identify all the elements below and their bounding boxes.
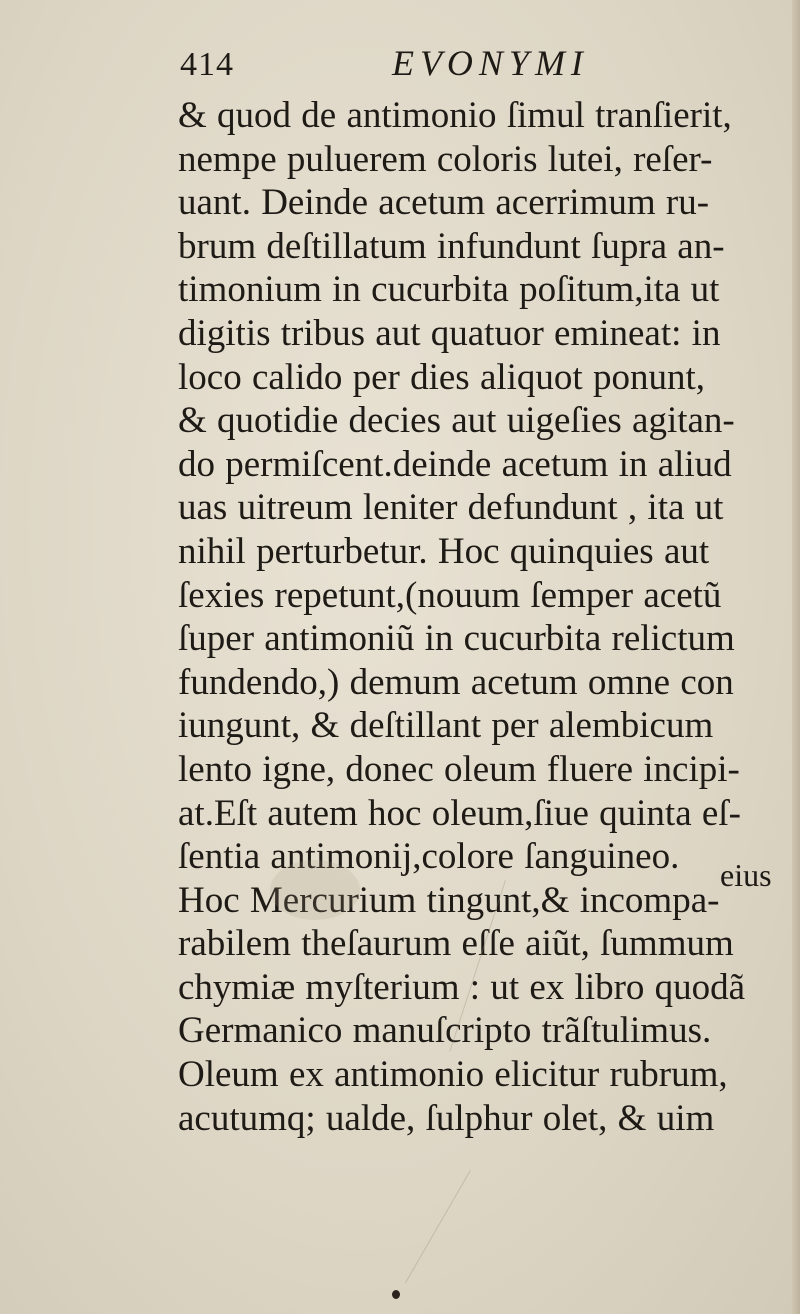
text-line: lento igne, donec oleum fluere incipi- <box>178 748 740 790</box>
text-line: Germanico manuſcripto trãſtulimus. <box>178 1010 712 1052</box>
text-line: nihil perturbetur. Hoc quinquies aut <box>178 530 710 572</box>
page-edge <box>792 0 800 1314</box>
body-text <box>178 94 778 1140</box>
text-line: fundendo,) demum acetum omne con <box>178 661 734 703</box>
text-line: & quotidie decies aut uigeſies agitan- <box>178 400 735 442</box>
text-line: Hoc Mercurium tingunt,& incompa- <box>178 879 720 921</box>
text-line: brum deſtillatum infundunt ſupra an- <box>178 225 725 267</box>
text-line: chymiæ myſterium : ut ex libro quodã <box>178 966 746 1008</box>
text-line: ſuper antimoniũ in cucurbita relictum <box>178 618 735 660</box>
text-line: uas uitreum leniter defundunt , ita ut <box>178 487 724 529</box>
page-number: 414 <box>180 46 234 83</box>
text-line: digitis tribus aut quatuor emineat: in <box>178 312 721 354</box>
text-line: ſentia antimonij,colore ſanguineo. <box>178 836 680 878</box>
catchword: eius <box>720 857 772 893</box>
text-line: do permiſcent.deinde acetum in aliud <box>178 443 732 485</box>
text-line: uant. Deinde acetum acerrimum ru- <box>178 182 710 224</box>
running-header <box>180 42 760 92</box>
text-line: Oleum ex antimonio elicitur rubrum, <box>178 1054 728 1096</box>
text-line: loco calido per dies aliquot ponunt, <box>178 356 705 398</box>
text-line: & quod de antimonio ſimul tranſierit, <box>178 95 732 136</box>
paper-scratch <box>405 1170 471 1283</box>
text-line: acutumq; ualde, ſulphur olet, & uim <box>178 1097 715 1139</box>
text-line: ſexies repetunt,(nouum ſemper acetũ <box>178 574 722 616</box>
text-line: rabilem theſaurum eſſe aiũt, ſummum <box>178 923 734 965</box>
text-line: nempe puluerem coloris lutei, reſer- <box>178 138 713 180</box>
ink-spot <box>392 1290 400 1299</box>
running-title: EVONYMI <box>392 43 589 83</box>
text-line: iungunt, & deſtillant per alembicum <box>178 705 714 747</box>
text-line: at.Eſt autem hoc oleum,ſiue quinta eſ- <box>178 792 741 834</box>
text-line: timonium in cucurbita poſitum,ita ut <box>178 269 720 311</box>
paper-stain <box>270 860 360 920</box>
